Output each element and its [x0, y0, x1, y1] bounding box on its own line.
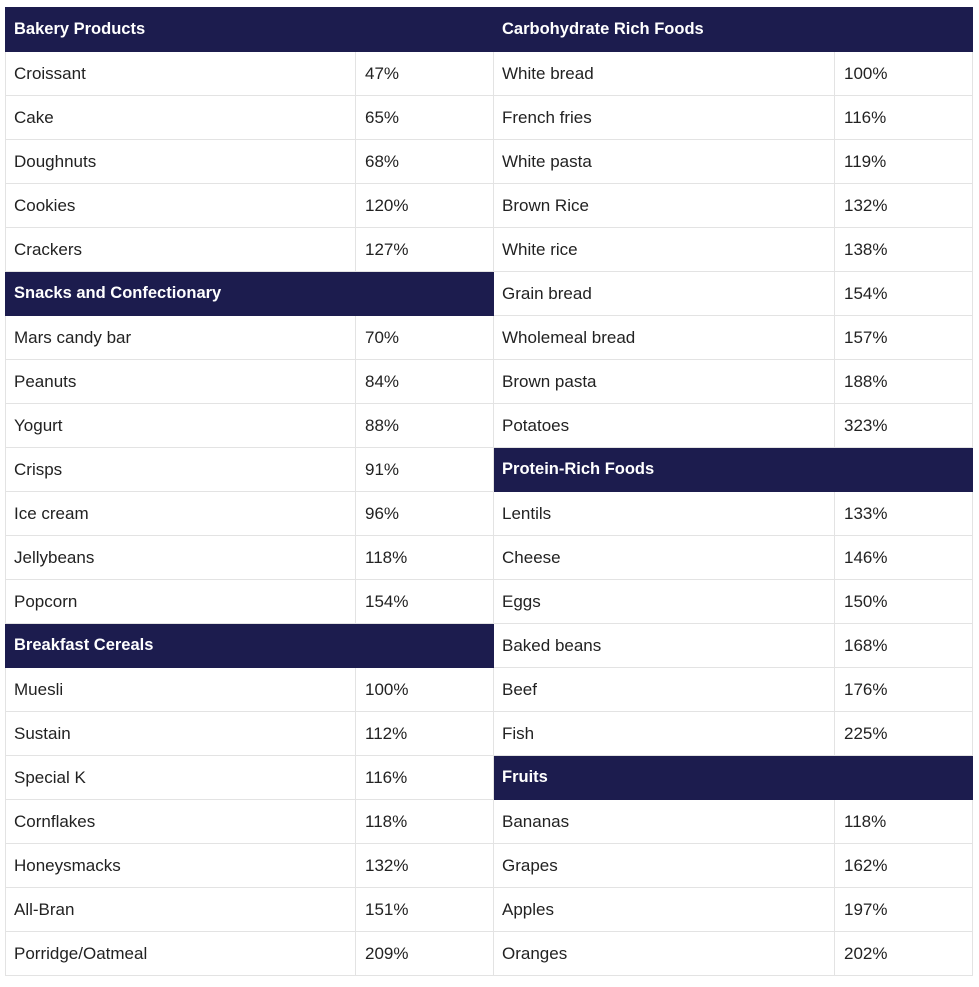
satiety-value-cell: 68%	[356, 140, 494, 184]
satiety-value-cell: 127%	[356, 228, 494, 272]
table-row	[6, 668, 973, 712]
table-row	[6, 360, 973, 404]
satiety-table-wrapper	[5, 7, 972, 976]
satiety-value-cell: 146%	[835, 536, 973, 580]
satiety-value-cell: 202%	[835, 932, 973, 976]
food-name-cell: All-Bran	[6, 888, 356, 932]
table-row	[6, 52, 973, 96]
satiety-value-cell: 96%	[356, 492, 494, 536]
table-row	[6, 756, 973, 800]
satiety-value-cell: 162%	[835, 844, 973, 888]
food-name-cell: Lentils	[494, 492, 835, 536]
satiety-value-cell: 157%	[835, 316, 973, 360]
food-name-cell: Cornflakes	[6, 800, 356, 844]
table-row	[6, 712, 973, 756]
satiety-value-cell: 118%	[356, 800, 494, 844]
section-header-snacks: Snacks and Confectionary	[6, 272, 494, 316]
table-row	[6, 624, 973, 668]
satiety-value-cell: 132%	[356, 844, 494, 888]
food-name-cell: Muesli	[6, 668, 356, 712]
food-name-cell: Popcorn	[6, 580, 356, 624]
food-name-cell: Oranges	[494, 932, 835, 976]
food-name-cell: French fries	[494, 96, 835, 140]
satiety-value-cell: 133%	[835, 492, 973, 536]
food-name-cell: White pasta	[494, 140, 835, 184]
satiety-value-cell: 88%	[356, 404, 494, 448]
satiety-value-cell: 225%	[835, 712, 973, 756]
food-name-cell: White rice	[494, 228, 835, 272]
food-name-cell: Grain bread	[494, 272, 835, 316]
satiety-value-cell: 323%	[835, 404, 973, 448]
food-name-cell: Porridge/Oatmeal	[6, 932, 356, 976]
food-name-cell: Baked beans	[494, 624, 835, 668]
food-name-cell: Cookies	[6, 184, 356, 228]
satiety-value-cell: 132%	[835, 184, 973, 228]
table-row	[6, 844, 973, 888]
food-name-cell: Brown pasta	[494, 360, 835, 404]
food-name-cell: Honeysmacks	[6, 844, 356, 888]
satiety-value-cell: 100%	[356, 668, 494, 712]
table-row	[6, 8, 973, 52]
table-row	[6, 580, 973, 624]
table-row	[6, 492, 973, 536]
satiety-value-cell: 209%	[356, 932, 494, 976]
satiety-value-cell: 118%	[356, 536, 494, 580]
satiety-value-cell: 150%	[835, 580, 973, 624]
food-name-cell: Cheese	[494, 536, 835, 580]
food-name-cell: Mars candy bar	[6, 316, 356, 360]
food-name-cell: Crackers	[6, 228, 356, 272]
table-row	[6, 316, 973, 360]
food-name-cell: Peanuts	[6, 360, 356, 404]
section-header-carbohydrate: Carbohydrate Rich Foods	[494, 8, 973, 52]
table-row	[6, 96, 973, 140]
section-header-bakery: Bakery Products	[6, 8, 494, 52]
satiety-value-cell: 120%	[356, 184, 494, 228]
table-row	[6, 536, 973, 580]
satiety-index-table	[5, 7, 973, 976]
food-name-cell: Brown Rice	[494, 184, 835, 228]
table-row	[6, 404, 973, 448]
section-header-cereals: Breakfast Cereals	[6, 624, 494, 668]
food-name-cell: Fish	[494, 712, 835, 756]
section-header-fruits: Fruits	[494, 756, 973, 800]
table-row	[6, 932, 973, 976]
table-row	[6, 272, 973, 316]
food-name-cell: Bananas	[494, 800, 835, 844]
food-name-cell: Special K	[6, 756, 356, 800]
table-row	[6, 228, 973, 272]
food-name-cell: Croissant	[6, 52, 356, 96]
food-name-cell: Yogurt	[6, 404, 356, 448]
satiety-value-cell: 112%	[356, 712, 494, 756]
food-name-cell: Apples	[494, 888, 835, 932]
table-row	[6, 140, 973, 184]
table-row	[6, 888, 973, 932]
section-header-protein: Protein-Rich Foods	[494, 448, 973, 492]
table-row	[6, 448, 973, 492]
food-name-cell: Sustain	[6, 712, 356, 756]
food-name-cell: Potatoes	[494, 404, 835, 448]
satiety-value-cell: 118%	[835, 800, 973, 844]
satiety-value-cell: 116%	[835, 96, 973, 140]
satiety-value-cell: 197%	[835, 888, 973, 932]
food-name-cell: Grapes	[494, 844, 835, 888]
satiety-value-cell: 91%	[356, 448, 494, 492]
food-name-cell: Crisps	[6, 448, 356, 492]
food-name-cell: White bread	[494, 52, 835, 96]
satiety-value-cell: 154%	[835, 272, 973, 316]
food-name-cell: Beef	[494, 668, 835, 712]
satiety-value-cell: 168%	[835, 624, 973, 668]
satiety-value-cell: 47%	[356, 52, 494, 96]
satiety-value-cell: 65%	[356, 96, 494, 140]
satiety-value-cell: 154%	[356, 580, 494, 624]
satiety-value-cell: 138%	[835, 228, 973, 272]
satiety-value-cell: 84%	[356, 360, 494, 404]
satiety-value-cell: 188%	[835, 360, 973, 404]
food-name-cell: Cake	[6, 96, 356, 140]
food-name-cell: Jellybeans	[6, 536, 356, 580]
table-row	[6, 184, 973, 228]
satiety-value-cell: 176%	[835, 668, 973, 712]
satiety-value-cell: 119%	[835, 140, 973, 184]
satiety-value-cell: 70%	[356, 316, 494, 360]
satiety-value-cell: 151%	[356, 888, 494, 932]
satiety-value-cell: 100%	[835, 52, 973, 96]
food-name-cell: Wholemeal bread	[494, 316, 835, 360]
satiety-value-cell: 116%	[356, 756, 494, 800]
food-name-cell: Ice cream	[6, 492, 356, 536]
table-row	[6, 800, 973, 844]
food-name-cell: Doughnuts	[6, 140, 356, 184]
food-name-cell: Eggs	[494, 580, 835, 624]
